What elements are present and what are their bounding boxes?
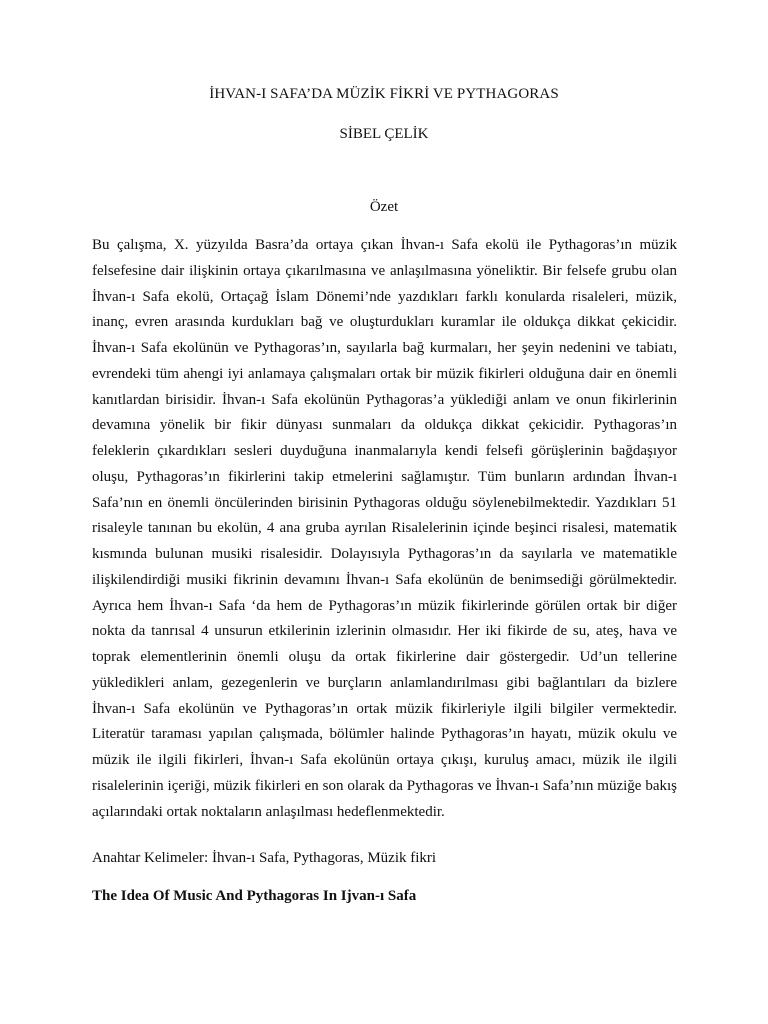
keywords-line: Anahtar Kelimeler: İhvan-ı Safa, Pythagoras, Müzik fikri	[92, 850, 437, 866]
author-name: SİBEL ÇELİK	[339, 126, 429, 142]
abstract-heading: Özet	[369, 199, 399, 215]
english-title: The Idea Of Music And Pythagoras In Ijvan-ı Safa	[92, 888, 417, 904]
abstract-paragraph: Bu çalışma, X. yüzyılda Basra’da ortaya çıkan İhvan-ı Safa ekolü ile Pythagoras’ın müzik felsefesine dair ilişkinin ortaya çıkarılmasına ve anlaşılmasına yöneliktir. Bir felsefe grubu olan İhvan-ı Safa ekolü, Ortaçağ İslam Dönemi’nde yazdıkları farklı konularda risaleleri, müzik, inanç, evren arasında kurdukları bağ ve oluşturdukları kuramlar ile oldukça dikkat çekicidir. İhvan-ı Safa ekolünün ve Pythagoras’ın, sayılarla bağ kurmaları, her şeyin nedenini ve tabiatı, evrendeki tüm ahengi iyi anlamaya çalışmaları ortak bir müzik fikirleri olduğuna dair en önemli kanıtlardan birisidir. İhvan-ı Safa ekolünün Pythagoras’a yüklediği anlam ve onun fikirlerinin devamına yönelik bir fikir dünyası sunmaları da oldukça dikkat çekicidir. Pythagoras’ın feleklerin çıkardıkları sesleri duyduğuna inanmalarıyla kendi felsefi görüşlerinin bağdaşıyor oluşu, Pythagoras’ın fikirlerini takip etmelerini sağlamıştır. Tüm bunların ardından İhvan-ı Safa’nın en önemli öncülerinden birisinin Pythagoras olduğu söylenebilmektedir. Yazdıkları 51 risaleyle tanınan bu ekolün, 4 ana gruba ayrılan Risalelerinin içinde beşinci risalesi, matematik kısmında bulunan musiki risalesidir. Dolayısıyla Pythagoras’ın da sayılarla ve matematikle ilişkilendirdiği musiki fikrinin devamını İhvan-ı Safa ekolünün de benimsediği görülmektedir. Ayrıca hem İhvan-ı Safa ‘da hem de Pythagoras’ın müzik fikirlerinde görülen ortak bir diğer nokta da tanrısal 4 unsurun etkilerinin izlerinin olmasıdır. Her iki fikirde de su, ateş, hava ve toprak elementlerinin önemli oluşu da ortak fikirlerine dair göstergedir. Ud’un tellerine yükledikleri anlam, gezegenlerin ve burçların anlamlandırılması gibi bağlantıları da bizlere İhvan-ı Safa ekolünün ve Pythagoras’ın ortak müzik fikirleriyle ilgili bilgiler vermektedir. Literatür taraması yapılan çalışmada, bölümler halinde Pythagoras’ın hayatı, müzik okulu ve müzik ile ilgili fikirleri, İhvan-ı Safa ekolünün ortaya çıkışı, kuruluş amacı, müzik ile ilgili risalelerinin içeriği, müzik fikirleri en son olarak da Pythagoras ve İhvan-ı Safa’nın müziğe bakış açılarındaki ortak noktaların anlaşılması hedeflenmektedir.	[92, 237, 677, 820]
paper-title: İHVAN-I SAFA’DA MÜZİK FİKRİ VE PYTHAGORAS	[209, 86, 559, 102]
